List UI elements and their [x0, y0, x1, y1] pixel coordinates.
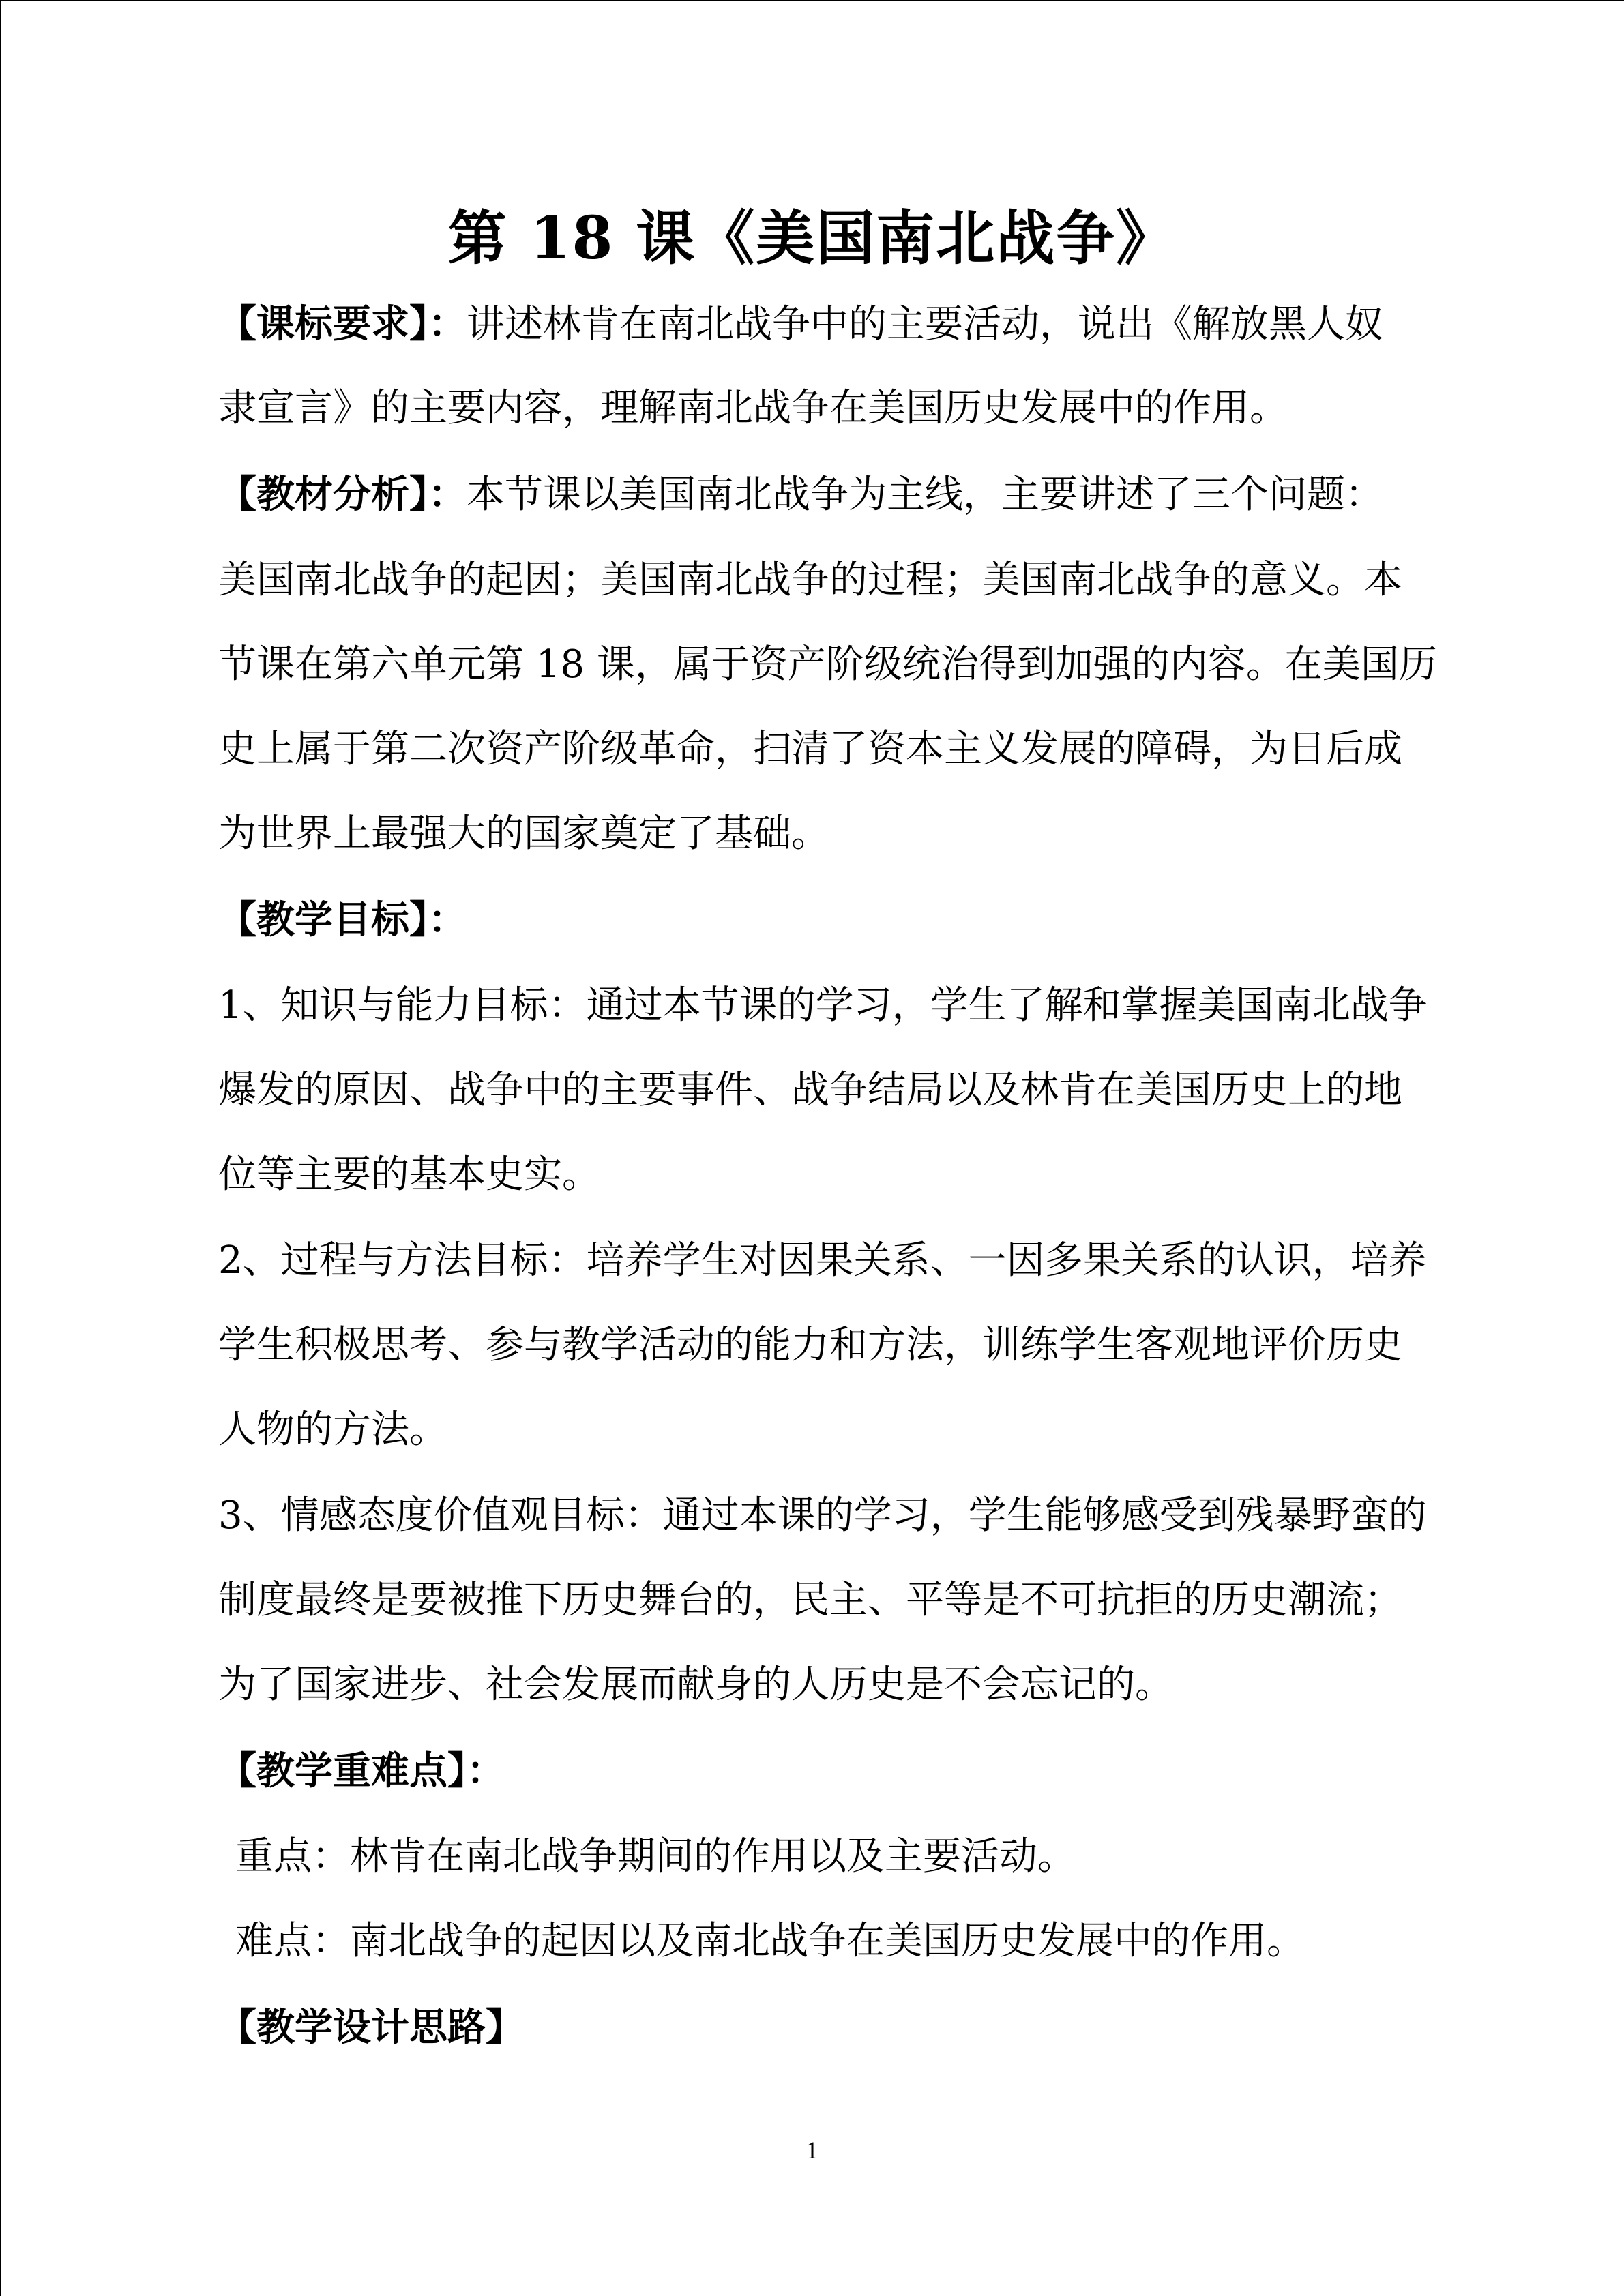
- design-label: 【教学设计思路】: [218, 2005, 524, 2050]
- objectives-line-1: 1、知识与能力目标：通过本节课的学习，学生了解和掌握美国南北战争: [218, 983, 1427, 1028]
- objectives-label: 【教学目标】: [218, 897, 428, 942]
- objectives-heading: [218, 889, 1446, 951]
- key-points-label: 【教学重难点】: [218, 1748, 467, 1793]
- difficult-point-line: 难点：南北战争的起因以及南北战争在美国历史发展中的作用。: [235, 1919, 1305, 1963]
- objectives-line-5: 学生积极思考、参与教学活动的能力和方法，训练学生客观地评价历史: [218, 1323, 1402, 1367]
- objectives-line-9: 为了国家进步、社会发展而献身的人历史是不会忘记的。: [218, 1663, 1173, 1707]
- objectives-line-8: 制度最终是要被推下历史舞台的，民主、平等是不可抗拒的历史潮流；: [218, 1578, 1402, 1622]
- objectives-line-7: 3、情感态度价值观目标：通过本课的学习，学生能够感受到残暴野蛮的: [218, 1493, 1427, 1538]
- analysis-line-1: [218, 464, 1446, 526]
- analysis-line-3: 节课在第六单元第 18 课，属于资产阶级统治得到加强的内容。在美国历: [218, 642, 1437, 687]
- document-title: 第 18 课《美国南北战争》: [447, 204, 1177, 273]
- objectives-line-6: 人物的方法。: [218, 1407, 447, 1452]
- analysis-line-4: 史上属于第二次资产阶级革命，扫清了资本主义发展的障碍，为日后成: [218, 727, 1402, 771]
- analysis-line-5: 为世界上最强大的国家奠定了基础。: [218, 811, 829, 856]
- standard-label: 【课标要求】: [218, 301, 428, 346]
- objectives-line-4: 2、过程与方法目标：培养学生对因果关系、一因多果关系的认识，培养: [218, 1238, 1427, 1283]
- objectives-separator: ：: [428, 897, 467, 942]
- page-number: 1: [806, 2136, 818, 2164]
- analysis-text-1: 本节课以美国南北战争为主线，主要讲述了三个问题：: [467, 473, 1383, 517]
- analysis-line-2: 美国南北战争的起因；美国南北战争的过程；美国南北战争的意义。本: [218, 558, 1402, 602]
- objectives-line-3: 位等主要的基本史实。: [218, 1152, 600, 1197]
- key-points-separator: ：: [467, 1748, 505, 1793]
- standard-separator: ：: [428, 301, 467, 346]
- standard-text-1: 讲述林肯在南北战争中的主要活动，说出《解放黑人奴: [467, 302, 1383, 346]
- key-points-heading: [218, 1740, 1446, 1802]
- objectives-line-2: 爆发的原因、战争中的主要事件、战争结局以及林肯在美国历史上的地: [218, 1068, 1402, 1112]
- standard-line-1: [218, 293, 1446, 355]
- standard-line-2: 隶宣言》的主要内容，理解南北战争在美国历史发展中的作用。: [218, 386, 1288, 430]
- analysis-label: 【教材分析】: [218, 472, 428, 517]
- key-point-line: 重点：林肯在南北战争期间的作用以及主要活动。: [235, 1834, 1076, 1879]
- analysis-separator: ：: [428, 472, 467, 517]
- design-heading: [218, 1997, 1446, 2059]
